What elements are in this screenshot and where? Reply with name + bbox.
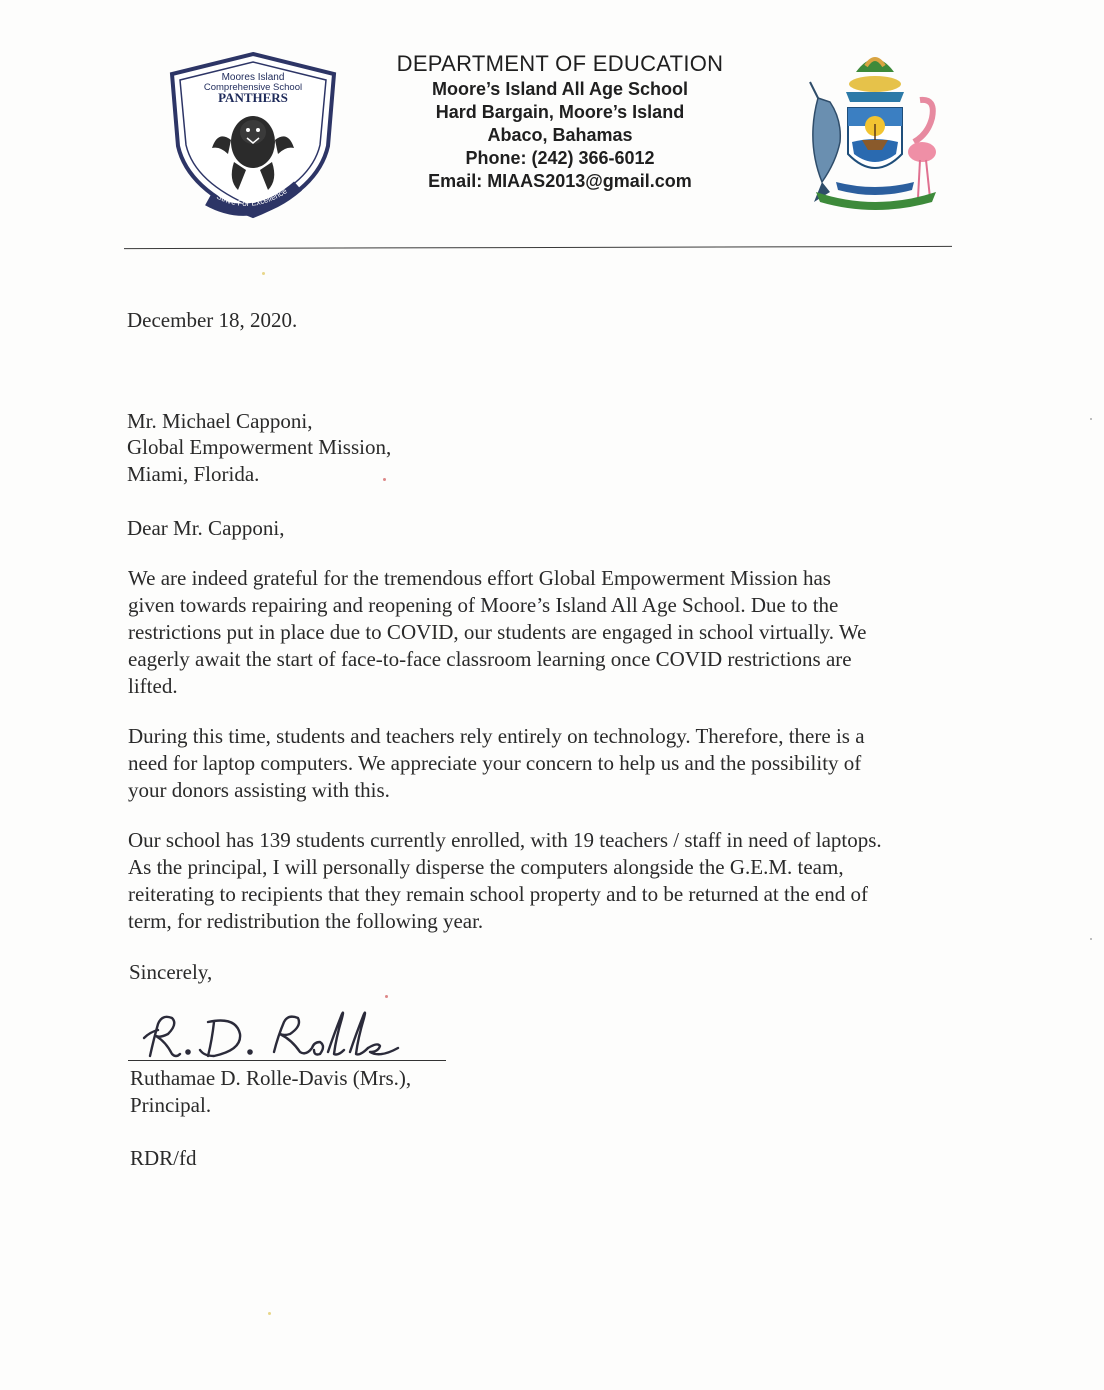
recipient-organization: Global Empowerment Mission, (127, 435, 392, 459)
school-panther-crest-logo (168, 50, 338, 220)
address-line-2: Abaco, Bahamas (487, 125, 633, 145)
letterhead (370, 50, 750, 193)
closing: Sincerely, (129, 960, 213, 984)
recipient-location: Miami, Florida. (127, 462, 260, 486)
reference-initials: RDR/fd (130, 1146, 197, 1170)
recipient-name: Mr. Michael Capponi, (127, 409, 313, 433)
paragraph-line: lifted. (128, 674, 178, 698)
svg-text:Strive For Excellence: Strive For Excellence (215, 186, 289, 209)
svg-text:Moores Island: Moores Island (221, 72, 285, 83)
paragraph-line: term, for redistribution the following year. (128, 909, 484, 933)
department-name: DEPARTMENT OF EDUCATION (396, 51, 724, 76)
paragraph-line: reiterating to recipients that they remain school property and to be returned at the end of (128, 882, 868, 906)
signatory-name: Ruthamae D. Rolle-Davis (Mrs.), (130, 1066, 412, 1090)
scan-speck (385, 995, 388, 998)
paragraph-line: During this time, students and teachers rely entirely on technology. Therefore, there is a (128, 724, 865, 748)
paragraph-line: your donors assisting with this. (128, 778, 390, 802)
letterhead-divider (124, 246, 952, 249)
scan-speck (268, 1312, 271, 1315)
salutation: Dear Mr. Capponi, (127, 516, 285, 540)
school-name: Moore’s Island All Age School (431, 79, 689, 99)
paragraph-line: given towards repairing and reopening of Moore’s Island All Age School. Due to the (128, 593, 839, 617)
paragraph-line: restrictions put in place due to COVID, our students are engaged in school virtually. We (128, 620, 867, 644)
body-paragraph-3 (128, 827, 978, 935)
body-paragraph-1 (128, 565, 978, 700)
phone-number: Phone: (242) 366-6012 (465, 148, 655, 168)
paragraph-line: Our school has 139 students currently enrolled, with 19 teachers / staff in need of laptops. (128, 828, 882, 852)
address-line-1: Hard Bargain, Moore’s Island (435, 102, 685, 122)
signature-line (128, 1060, 446, 1061)
letter-date: December 18, 2020. (127, 308, 298, 332)
handwritten-signature (128, 1008, 448, 1064)
scan-speck (1090, 418, 1092, 420)
signatory-title: Principal. (130, 1093, 212, 1117)
paragraph-line: We are indeed grateful for the tremendous effort Global Empowerment Mission has (128, 566, 831, 590)
body-paragraph-2 (128, 723, 978, 804)
svg-text:PANTHERS: PANTHERS (218, 90, 288, 105)
svg-text:Comprehensive School: Comprehensive School (203, 82, 303, 93)
email-address: Email: MIAAS2013@gmail.com (428, 171, 692, 191)
coat-of-arms-emblem (796, 42, 954, 212)
paragraph-line: eagerly await the start of face-to-face classroom learning once COVID restrictions are (128, 647, 852, 671)
scan-speck (383, 478, 386, 481)
scan-speck (262, 272, 265, 275)
scan-speck (1090, 938, 1092, 940)
paragraph-line: need for laptop computers. We appreciate your concern to help us and the possibility of (128, 751, 862, 775)
paragraph-line: As the principal, I will personally disperse the computers alongside the G.E.M. team, (128, 855, 844, 879)
